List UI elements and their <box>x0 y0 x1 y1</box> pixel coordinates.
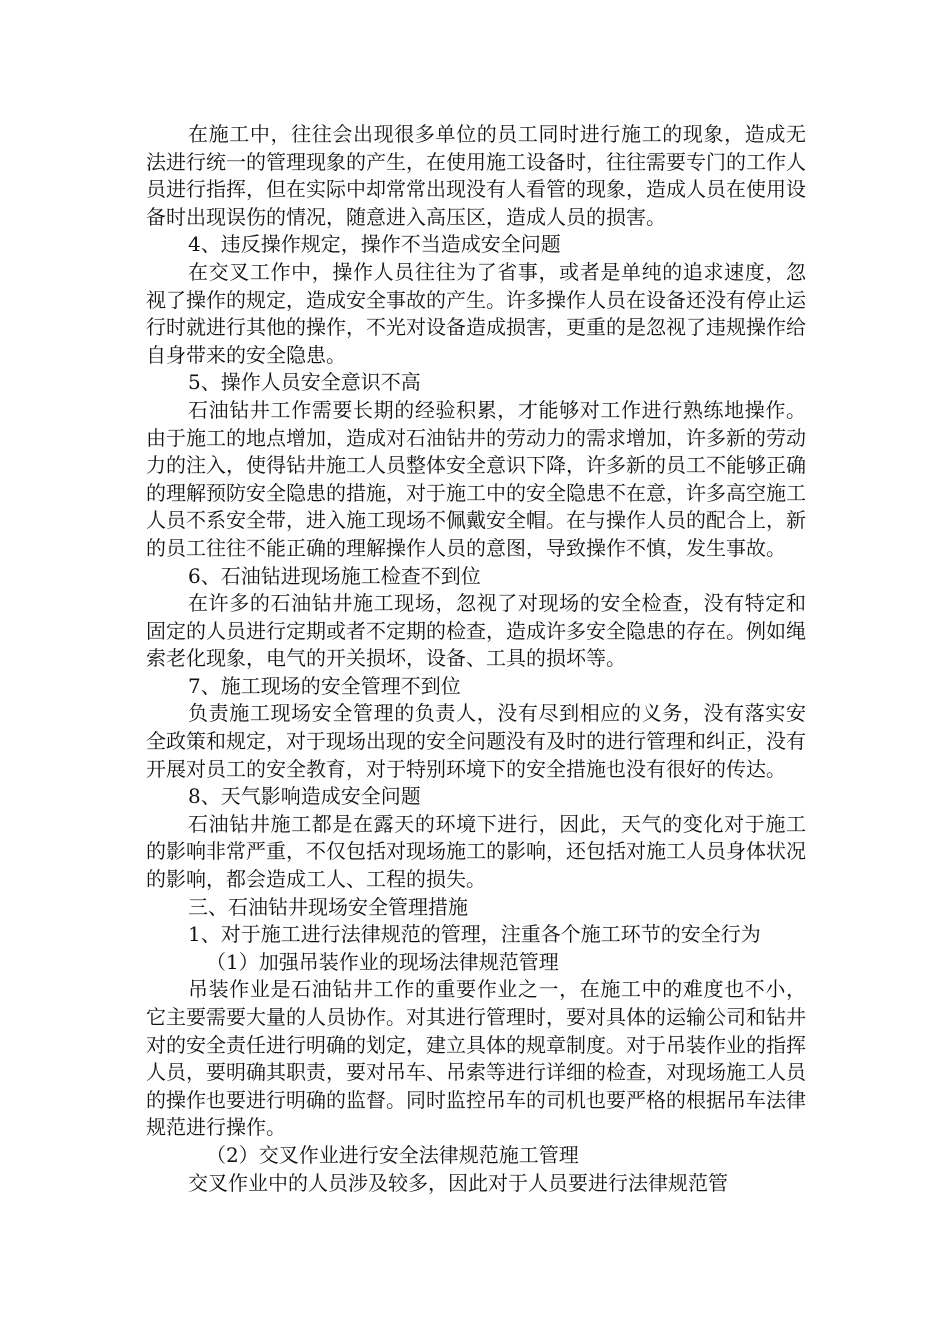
section-heading: 7、施工现场的安全管理不到位 <box>188 673 461 698</box>
paragraph: 交叉作业中的人员涉及较多，因此对于人员要进行法律规范管 <box>188 1170 728 1195</box>
subsection-heading: （2）交叉作业进行安全法律规范施工管理 <box>206 1142 579 1167</box>
paragraph: 石油钻井施工都是在露天的环境下进行，因此，天气的变化对于施工的影响非常严重，不仅包括对现场施工的影响，还包括对施工人员身体状况的影响，都会造成工人、工程的损失。 <box>146 811 806 892</box>
section-heading: 8、天气影响造成安全问题 <box>188 784 421 809</box>
subsection-heading: （1）加强吊装作业的现场法律规范管理 <box>206 949 559 974</box>
document-body <box>146 121 806 1197</box>
paragraph: 在施工中，往往会出现很多单位的员工同时进行施工的现象，造成无法进行统一的管理现象的产生，在使用施工设备时，往往需要专门的工作人员进行指挥，但在实际中却常常出现没有人看管的现象，造成人员在使用设备时出现误伤的情况，随意进入高压区，造成人员的损害。 <box>146 122 806 229</box>
paragraph: 在许多的石油钻井施工现场，忽视了对现场的安全检查，没有特定和固定的人员进行定期或者不定期的检查，造成许多安全隐患的存在。例如绳索老化现象，电气的开关损坏，设备、工具的损坏等。 <box>146 591 806 671</box>
paragraph: 负责施工现场安全管理的负责人，没有尽到相应的义务，没有落实安全政策和规定，对于现场出现的安全问题没有及时的进行管理和纠正，没有开展对员工的安全教育，对于特别环境下的安全措施也没有很好的传达。 <box>146 701 806 781</box>
chapter-heading: 三、石油钻井现场安全管理措施 <box>188 894 468 919</box>
section-heading: 4、违反操作规定，操作不当造成安全问题 <box>188 232 561 257</box>
paragraph: 1、对于施工进行法律规范的管理，注重各个施工环节的安全行为 <box>188 922 761 947</box>
paragraph: 在交叉工作中，操作人员往往为了省事，或者是单纯的追求速度，忽视了操作的规定，造成安全事故的产生。许多操作人员在设备还没有停止运行时就进行其他的操作，不光对设备造成损害，更重的是忽视了违规操作给自身带来的安全隐患。 <box>146 259 806 367</box>
section-heading: 6、石油钻进现场施工检查不到位 <box>188 563 481 588</box>
paragraph: 石油钻井工作需要长期的经验积累，才能够对工作进行熟练地操作。由于施工的地点增加，造成对石油钻井的劳动力的需求增加，许多新的劳动力的注入，使得钻井施工人员整体安全意识下降，许多新的员工不能够正确的理解预防安全隐患的措施，对于施工中的安全隐患不在意，许多高空施工人员不系安全带，进入施工现场不佩戴安全帽。在与操作人员的配合上，新的员工往往不能正确的理解操作人员的意图，导致操作不慎，发生事故。 <box>146 397 806 560</box>
section-heading: 5、操作人员安全意识不高 <box>188 370 421 395</box>
paragraph: 吊装作业是石油钻井工作的重要作业之一，在施工中的难度也不小，它主要需要大量的人员协作。对其进行管理时，要对具体的运输公司和钻井对的安全责任进行明确的划定，建立具体的规章制度。对于吊装作业的指挥人员，要明确其职责，要对吊车、吊索等进行详细的检查，对现场施工人员的操作也要进行明确的监督。同时监控吊车的司机也要严格的根据吊车法律规范进行操作。 <box>146 977 806 1140</box>
